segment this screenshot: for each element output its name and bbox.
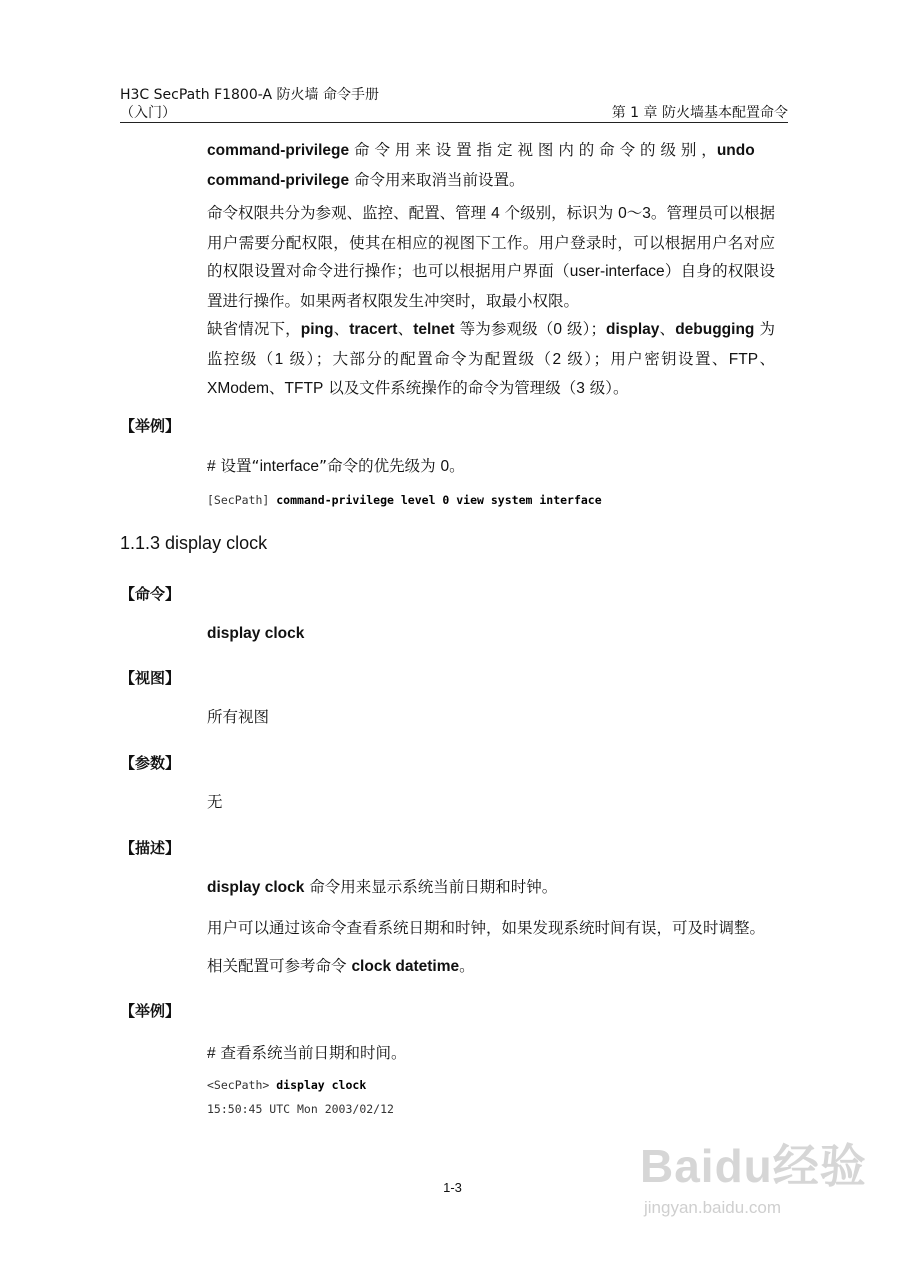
intro-paragraph-2: 命令权限共分为参观、监控、配置、管理 4 个级别，标识为 0～3。管理员可以根据用户需要分配权限，使其在相应的视图下工作。用户登录时，可以根据用户名对应的权限设置对命令进行操作；也可以根据用户界面（user-interface）自身的权限设置进行操作。如果两者权限发生冲突时，取最小权限。 [207, 204, 775, 310]
param-value: 无 [207, 793, 223, 811]
example-label-2: 【举例】 [120, 1002, 181, 1020]
example-label-1: 【举例】 [120, 417, 181, 435]
command-label: 【命令】 [120, 585, 181, 603]
description-line-3: 相关配置可参考命令 clock datetime。 [207, 957, 475, 975]
header-rule [120, 122, 788, 123]
intro-paragraph-3: 缺省情况下，ping、tracert、telnet 等为参观级（0 级）；display、debugging 为监控级（1 级）；大部分的配置命令为配置级（2 级）；用户密钥设置、FTP、XModem、TFTP 以及文件系统操作的命令为管理级（3 级）。 [207, 320, 775, 397]
watermark-url: jingyan.baidu.com [644, 1198, 782, 1217]
page-number: 1-3 [443, 1180, 462, 1195]
example-1-code: [SecPath] command-privilege level 0 view system interface [207, 493, 602, 507]
header-subtitle: （入门） [120, 105, 176, 121]
example-2-code: <SecPath> display clock [207, 1078, 367, 1092]
description-line-2: 用户可以通过该命令查看系统日期和时钟，如果发现系统时间有误，可及时调整。 [207, 919, 766, 937]
command-value: display clock [207, 625, 305, 642]
cmd-command-privilege: command-privilege [207, 142, 350, 159]
watermark [640, 1130, 870, 1250]
view-label: 【视图】 [120, 669, 181, 687]
param-label: 【参数】 [120, 754, 181, 772]
intro-paragraph-1: command-privilege 命 令 用 来 设 置 指 定 视 图 内 的 命 令 的 级 别 ，undo command-privilege 命令用来取消当前设置。 [207, 141, 755, 189]
view-value: 所有视图 [207, 708, 270, 726]
example-2-description: # 查看系统当前日期和时间。 [207, 1044, 407, 1062]
header-chapter: 第 1 章 防火墙基本配置命令 [611, 105, 788, 121]
header-title: H3C SecPath F1800-A 防火墙 命令手册 [120, 87, 379, 103]
description-label: 【描述】 [120, 839, 181, 857]
example-1-description: # 设置“interface”命令的优先级为 0。 [207, 457, 465, 475]
description-line-1: display clock 命令用来显示系统当前日期和时钟。 [207, 878, 558, 896]
example-2-output: 15:50:45 UTC Mon 2003/02/12 [207, 1102, 394, 1116]
baidu-logo: Baidu经验 [640, 1140, 867, 1192]
section-title: 1.1.3 display clock [120, 533, 268, 553]
